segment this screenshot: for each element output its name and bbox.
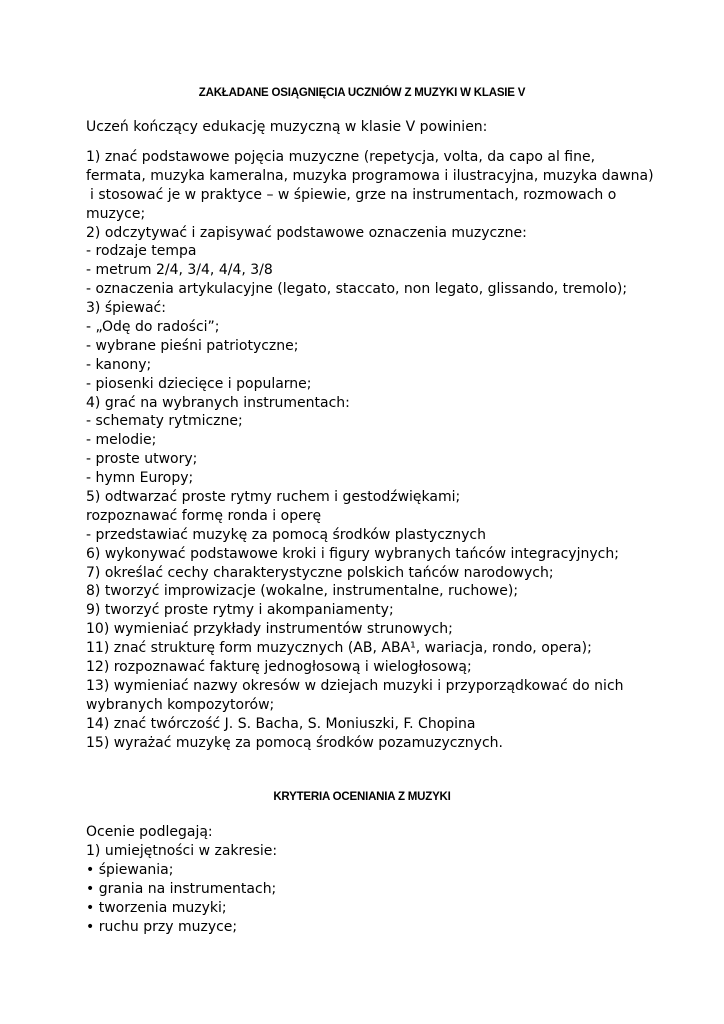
grading-line: • tworzenia muzyki; [86,899,227,916]
grading-line: • ruchu przy muzyce; [86,918,238,935]
list-line: 8) tworzyć improwizacje (wokalne, instrumentalne, ruchowe); [86,583,519,600]
list-line: 1) znać podstawowe pojęcia muzyczne (repetycja, volta, da capo al fine, [86,149,596,165]
list-line: 5) odtwarzać proste rytmy ruchem i gestodźwiękami; [86,489,461,506]
grading-list [86,842,686,936]
list-line: 15) wyrażać muzykę za pomocą środków pozamuzycznych. [86,734,503,751]
grading-line: • grania na instrumentach; [86,880,277,897]
list-line: i stosować je w praktyce – w śpiewie, grze na instrumentach, rozmowach o [90,186,617,203]
list-line: - rodzaje tempa [86,243,197,260]
section-heading-grading-criteria: KRYTERIA OCENIANIA Z MUZYKI [273,791,451,803]
list-line: 13) wymieniać nazwy okresów w dziejach muzyki i przyporządkować do nich [86,677,624,694]
list-line: - wybrane pieśni patriotyczne; [86,337,299,354]
list-line: - metrum 2/4, 3/4, 4/4, 3/8 [86,262,273,279]
list-line: 2) odczytywać i zapisywać podstawowe oznaczenia muzyczne: [86,224,527,241]
list-line: - „Odę do radości”; [86,319,220,336]
list-line: rozpoznawać formę ronda i operę [86,507,322,524]
list-line: - hymn Europy; [86,470,194,487]
list-line: muzyce; [86,205,146,222]
list-line: - melodie; [86,432,157,449]
list-line: 6) wykonywać podstawowe kroki i figury wybranych tańców integracyjnych; [86,545,619,562]
grading-line: • śpiewania; [86,861,174,878]
list-line: - piosenki dziecięce i popularne; [86,375,312,392]
intro-paragraph: Uczeń kończący edukację muzyczną w klasie V powinien: [86,119,488,135]
list-line: - proste utwory; [86,451,198,468]
list-line: 12) rozpoznawać fakturę jednogłosową i wielogłosową; [86,659,472,676]
list-line: 11) znać strukturę form muzycznych (AB, ABA¹, wariacja, rondo, opera); [86,640,592,657]
list-line: 10) wymieniać przykłady instrumentów strunowych; [86,621,453,638]
section-heading-achievements: ZAKŁADANE OSIĄGNIĘCIA UCZNIÓW Z MUZYKI W KLASIE V [198,87,526,99]
grading-line: 1) umiejętności w zakresie: [86,843,278,859]
list-line: 7) określać cechy charakterystyczne polskich tańców narodowych; [86,564,554,581]
list-line: 14) znać twórczość J. S. Bacha, S. Moniuszki, F. Chopina [86,715,476,732]
list-line: 4) grać na wybranych instrumentach: [86,394,350,411]
achievements-list [86,148,686,753]
list-line: - kanony; [86,356,152,373]
list-line: - oznaczenia artykulacyjne (legato, staccato, non legato, glissando, tremolo); [86,281,628,298]
grading-intro: Ocenie podlegają: [86,824,213,840]
list-line: fermata, muzyka kameralna, muzyka programowa i ilustracyjna, muzyka dawna) [86,167,654,184]
list-line: 3) śpiewać: [86,300,166,317]
list-line: - przedstawiać muzykę za pomocą środków plastycznych [86,526,486,543]
list-line: 9) tworzyć proste rytmy i akompaniamenty; [86,602,394,619]
list-line: - schematy rytmiczne; [86,413,243,430]
list-line: wybranych kompozytorów; [86,696,275,713]
